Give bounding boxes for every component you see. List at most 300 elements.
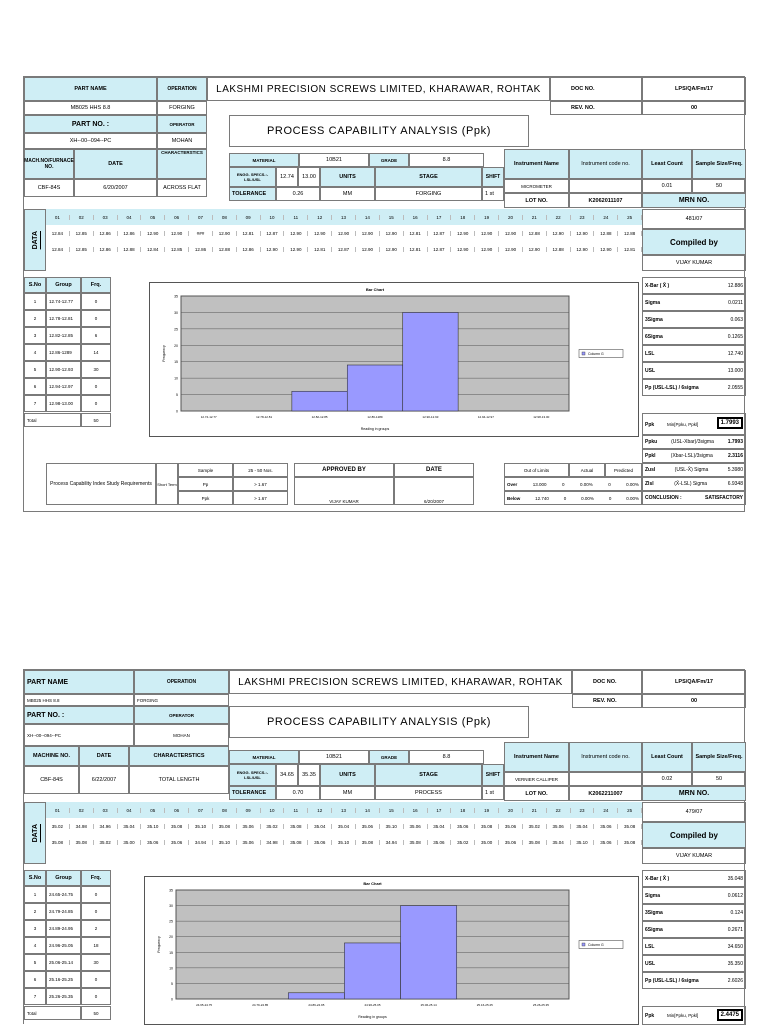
group-sno-cell: 2	[24, 310, 46, 327]
ppk-req-label: Ppk	[178, 491, 233, 505]
x-axis-label: Reading in groups	[358, 1015, 387, 1019]
part-name-header: PART NAME	[24, 670, 134, 694]
stat-row	[642, 955, 746, 972]
legend-label: Column G	[588, 943, 604, 947]
least-count-header: Least Count	[642, 742, 692, 772]
stat-row	[642, 921, 746, 938]
operation-header: OPERATION	[157, 77, 207, 101]
column-number: 04	[118, 808, 142, 813]
group-sno-cell: 7	[24, 988, 46, 1005]
column-number: 21	[523, 215, 547, 220]
column-number: 23	[571, 215, 595, 220]
reading-cell: 35.02	[94, 840, 118, 845]
reading-cell: 34.98	[261, 840, 285, 845]
reading-cell: 35.02	[523, 824, 547, 829]
date-value: 6/20/2007	[74, 179, 157, 197]
material-value: 10B21	[299, 750, 369, 764]
x-tick-label: 12.74-12.77	[200, 415, 217, 419]
stat-value: 0.1265	[727, 333, 743, 340]
column-number: 08	[213, 215, 237, 220]
reading-cell: 35.04	[571, 824, 595, 829]
group-header: Group	[46, 277, 81, 293]
approved-by-value: VIJAY KUMAR	[294, 477, 394, 505]
instrument-code-header: Instrument code no.	[569, 742, 642, 772]
reading-cell: 35.08	[213, 824, 237, 829]
reading-row-2	[46, 241, 642, 257]
group-group-cell: 12.78-12.81	[46, 310, 81, 327]
reading-cell: 35.06	[404, 824, 428, 829]
below-pred: 0	[608, 495, 612, 501]
reading-cell: 35.06	[308, 840, 332, 845]
pp-req-value: > 1.67	[233, 477, 288, 491]
reading-cell: 12.90	[594, 247, 618, 252]
reading-cell: 35.06	[451, 824, 475, 829]
group-group-cell: 12.98-13.00	[46, 395, 81, 412]
sample-size-header: Sample Size/Freq.	[692, 742, 746, 772]
stage-value: PROCESS	[375, 786, 482, 800]
group-sno-cell: 6	[24, 378, 46, 395]
y-axis-label: Frequency	[157, 936, 161, 953]
column-number: 20	[499, 215, 523, 220]
group-sno-cell: 5	[24, 361, 46, 378]
shift-header: SHIFT	[482, 764, 504, 786]
column-number: 18	[451, 215, 475, 220]
stat-label: LSL	[645, 943, 655, 950]
x-axis-label: Reading in groups	[360, 427, 390, 431]
reading-cell: 35.10	[189, 824, 213, 829]
compiled-by-header: Compiled by	[642, 822, 746, 848]
total-label: Total	[24, 413, 81, 427]
column-number: 15	[380, 215, 404, 220]
doc-no-label: DOC NO.	[572, 670, 642, 694]
column-number: 10	[261, 215, 285, 220]
reading-cell: 35.08	[46, 840, 70, 845]
reading-cell: 12.87	[428, 247, 452, 252]
ppku-label: Ppku	[645, 439, 658, 445]
column-number: 23	[571, 808, 595, 813]
characteristics-header: CHARACTERSTICS	[157, 149, 207, 179]
reading-cell: 35.00	[475, 840, 499, 845]
total-value: 50	[81, 1006, 111, 1020]
x-tick-label: 12.86-1289	[367, 415, 383, 419]
reading-cell: 35.06	[356, 824, 380, 829]
x-tick-label: 25.06-25.14	[420, 1003, 437, 1007]
column-number: 25	[618, 215, 642, 220]
date-header: DATE	[79, 746, 129, 766]
ppku-value: 1.7993	[727, 439, 743, 445]
group-group-cell: 24.89-24.95	[46, 920, 81, 937]
stat-value: 2.0555	[727, 384, 743, 391]
instrument-name-value: MICROMETER	[504, 179, 569, 193]
y-tick-label: 5	[171, 981, 173, 986]
reading-cell: 12.90	[165, 231, 189, 236]
reading-row-1	[46, 225, 642, 241]
stage-header: STAGE	[375, 764, 482, 786]
machine-no-value: CBF-84S	[24, 179, 74, 197]
reading-cell: 12.90	[571, 247, 595, 252]
out-of-limits-header: Out of Limits	[504, 463, 569, 477]
group-frq-cell: 0	[81, 310, 111, 327]
reading-cell: 35.02	[46, 824, 70, 829]
sample-label: Sample	[178, 463, 233, 477]
ppk-formula: Min[Ppku, Ppkl]	[667, 1013, 699, 1018]
stat-row	[642, 870, 746, 887]
stage-header: STAGE	[375, 167, 482, 187]
chart-title: Bar Chart	[365, 287, 385, 292]
material-header: MATERIAL	[229, 750, 299, 764]
column-number: 14	[356, 808, 380, 813]
stat-value: 2.6026	[727, 977, 743, 984]
group-frq-cell: 18	[81, 937, 111, 954]
sample-size-value: 50	[692, 772, 746, 786]
operator-value: MOHAN	[157, 133, 207, 149]
requirements-label: Process Capability Index Study Requirements	[46, 463, 156, 505]
doc-no-label: DOC NO.	[550, 77, 642, 101]
column-number: 17	[428, 215, 452, 220]
y-tick-label: 35	[174, 294, 178, 299]
reading-cell: 35.10	[213, 840, 237, 845]
stat-label: X-Bar ( X̄ )	[645, 282, 670, 289]
tolerance-value: 0.26	[276, 187, 320, 201]
stat-row	[642, 887, 746, 904]
shift-value: 1 st	[482, 786, 504, 800]
group-group-cell: 25.26-25.35	[46, 988, 81, 1005]
column-number: 08	[213, 808, 237, 813]
group-header: Group	[46, 870, 81, 886]
group-sno-cell: 4	[24, 344, 46, 361]
group-sno-cell: 5	[24, 954, 46, 971]
y-tick-label: 20	[169, 935, 173, 940]
column-number: 07	[189, 215, 213, 220]
reading-cell: 12.86	[189, 247, 213, 252]
group-frq-cell: 0	[81, 395, 111, 412]
date-header: DATE	[74, 149, 157, 179]
data-label-text: DATA	[31, 230, 39, 250]
column-number: 09	[237, 808, 261, 813]
units-header: UNITS	[320, 764, 375, 786]
over-label: Over	[507, 481, 518, 487]
ppku-row	[642, 435, 746, 449]
tolerance-value: 0.70	[276, 786, 320, 800]
group-group-cell: 12.74-12.77	[46, 293, 81, 310]
column-number: 20	[499, 808, 523, 813]
reading-cell: 12.86	[118, 231, 142, 236]
instrument-code-value	[569, 179, 642, 193]
reading-cell: 12.88	[547, 247, 571, 252]
reading-cell: 35.06	[594, 824, 618, 829]
below-limit: 12.740	[535, 495, 549, 501]
compiled-by-value: VIJAY KUMAR	[642, 255, 746, 271]
column-number: 02	[70, 215, 94, 220]
units-value: MM	[320, 187, 375, 201]
grade-header: GRADE	[369, 153, 409, 167]
legend-swatch	[582, 352, 585, 355]
reading-cell: 34.98	[70, 824, 94, 829]
group-sno-cell: 1	[24, 886, 46, 903]
reading-cell: 35.06	[165, 840, 189, 845]
y-tick-label: 20	[174, 343, 178, 348]
column-number: 25	[618, 808, 642, 813]
over-row	[504, 477, 642, 491]
reading-cell: 35.06	[141, 840, 165, 845]
part-name-header: PART NAME	[24, 77, 157, 101]
column-number: 24	[594, 215, 618, 220]
column-number: 14	[356, 215, 380, 220]
x-tick-label: 25.26-25.35	[532, 1003, 549, 1007]
legend-swatch	[582, 943, 585, 946]
reading-cell: 35.06	[499, 840, 523, 845]
reading-cell: 12.87	[261, 231, 285, 236]
stat-row	[642, 379, 746, 396]
ppk-req-value: > 1.67	[233, 491, 288, 505]
group-frq-cell: 0	[81, 903, 111, 920]
reading-cell: 12.90	[547, 231, 571, 236]
material-value: 10B21	[299, 153, 369, 167]
specs-header: ENGG. SPECS.:- LSL/USL	[229, 167, 276, 187]
column-number: 01	[46, 808, 70, 813]
group-group-cell: 25.16-25.25	[46, 971, 81, 988]
least-count-value: 0.02	[642, 772, 692, 786]
reading-cell: 34.94	[189, 840, 213, 845]
predicted-header: Predicted	[605, 463, 642, 477]
stat-value: 0.2671	[727, 926, 743, 933]
reading-cell: 35.08	[475, 824, 499, 829]
zlsl-row	[642, 477, 746, 491]
reading-cell: 12.90	[523, 247, 547, 252]
column-number: 15	[380, 808, 404, 813]
group-group-cell: 25.06-25.14	[46, 954, 81, 971]
group-sno-cell: 4	[24, 937, 46, 954]
sno-header: S.No	[24, 870, 46, 886]
reading-cell: 12.90	[499, 231, 523, 236]
y-tick-label: 25	[174, 327, 178, 332]
part-no-value: XH--00--094--PC	[24, 724, 134, 746]
instrument-code-header: Instrument code no.	[569, 149, 642, 179]
zlsl-label: Zlsl	[645, 481, 654, 487]
reading-cell: 35.10	[380, 824, 404, 829]
x-tick-label: 24.65-24.75	[196, 1003, 213, 1007]
bar	[344, 943, 400, 999]
zusl-label: Zusl	[645, 467, 656, 473]
grade-value: 8.8	[409, 153, 484, 167]
stat-label: 3Sigma	[645, 316, 663, 323]
x-tick-label: 24.89-24.95	[308, 1003, 325, 1007]
ppkl-row	[642, 449, 746, 463]
reading-cell: 12.88	[618, 231, 642, 236]
reading-cell: 12.90	[308, 231, 332, 236]
x-tick-label: 12.94-12.97	[477, 415, 494, 419]
group-group-cell: 12.94-12.97	[46, 378, 81, 395]
reading-cell: 12.85	[70, 247, 94, 252]
total-value: 50	[81, 413, 111, 427]
reading-cell: 12.87	[332, 247, 356, 252]
y-tick-label: 5	[176, 393, 178, 398]
stat-value: 0.0612	[727, 892, 743, 899]
reading-cell: 12.81	[308, 247, 332, 252]
column-number: 12	[308, 215, 332, 220]
reading-cell: 12.90	[380, 247, 404, 252]
conclusion-row	[642, 491, 746, 505]
column-number: 19	[475, 215, 499, 220]
reading-cell: 35.08	[165, 824, 189, 829]
y-tick-label: 25	[169, 919, 173, 924]
compiled-by-value: VIJAY KUMAR	[642, 848, 746, 864]
stat-value: 35.350	[727, 960, 743, 967]
stat-label: Pp (USL-LSL) / 6sigma	[645, 977, 699, 984]
reading-cell: 12.90	[451, 231, 475, 236]
lsl-value: 12.74	[276, 167, 298, 187]
mrn-no-value: 479/07	[642, 802, 746, 822]
chart-title: Bar Chart	[363, 881, 382, 886]
approved-by-header: APPROVED BY	[294, 463, 394, 477]
stat-row	[642, 362, 746, 379]
reading-cell: 12.85	[165, 247, 189, 252]
x-tick-label: 12.98-13.00	[533, 415, 550, 419]
column-number: 18	[451, 808, 475, 813]
below-actual-pct: 0.00%	[581, 495, 594, 501]
operator-header: OPERATOR	[157, 115, 207, 133]
ppku-formula: (USL-Xbar)/3sigma	[671, 439, 714, 445]
reading-cell: 12.90	[475, 231, 499, 236]
reading-row-1	[46, 818, 642, 834]
lot-no-label: LOT NO.	[504, 193, 569, 208]
analysis-title: PROCESS CAPABILITY ANALYSIS (Ppk)	[229, 115, 529, 147]
machine-no-header: MACHINE NO.	[24, 746, 79, 766]
reading-cell: 35.08	[356, 840, 380, 845]
y-tick-label: 10	[174, 376, 178, 381]
instrument-name-header: Instrument Name	[504, 742, 569, 772]
column-number: 06	[165, 215, 189, 220]
group-frq-cell: 2	[81, 920, 111, 937]
ppk-value: 2.4475	[717, 1009, 743, 1021]
zlsl-formula: (X̄-LSL) Sigma	[674, 481, 708, 487]
company-name: LAKSHMI PRECISION SCREWS LIMITED, KHARAWAR, ROHTAK	[229, 670, 572, 694]
reading-cell: 12.86	[94, 231, 118, 236]
column-number: 06	[165, 808, 189, 813]
reading-cell: 34.96	[94, 824, 118, 829]
reading-cell: 35.06	[594, 840, 618, 845]
grade-value: 8.8	[409, 750, 484, 764]
reading-cell: 12.85	[70, 231, 94, 236]
reading-cell: 35.08	[618, 840, 642, 845]
reading-cell: 35.06	[499, 824, 523, 829]
reading-cell: 35.06	[237, 824, 261, 829]
bar	[347, 365, 402, 411]
x-tick-label: 12.90-12.93	[422, 415, 439, 419]
shift-header: SHIFT	[482, 167, 504, 187]
x-tick-label: 12.82-12.85	[311, 415, 328, 419]
reading-cell: 12.84	[46, 247, 70, 252]
group-frq-cell: 30	[81, 954, 111, 971]
stat-value: 13.000	[727, 367, 743, 374]
reading-cell: 12.90	[475, 247, 499, 252]
pp-req-label: Pp	[178, 477, 233, 491]
sample-value: 25 - 50 Nos.	[233, 463, 288, 477]
ppk-row	[642, 413, 746, 435]
over-limit: 13.000	[532, 481, 547, 487]
reading-cell: 12.88	[523, 231, 547, 236]
column-number: 03	[94, 215, 118, 220]
stat-label: USL	[645, 960, 655, 967]
x-tick-label: 24.96-25.05	[364, 1003, 381, 1007]
column-number: 05	[141, 808, 165, 813]
reading-cell: 35.06	[428, 840, 452, 845]
reading-cell: 12.86	[237, 247, 261, 252]
mrn-no-value: 481/07	[642, 209, 746, 229]
stat-row	[642, 904, 746, 921]
operator-header: OPERATOR	[134, 706, 229, 724]
instrument-name-value: VERNIER CALLIPER	[504, 772, 569, 786]
column-number: 09	[237, 215, 261, 220]
group-sno-cell: 7	[24, 395, 46, 412]
reading-cell: 12.88	[118, 247, 142, 252]
reading-cell: 12.90	[213, 231, 237, 236]
group-frq-cell: 14	[81, 344, 111, 361]
operation-value: FORGING	[134, 694, 229, 706]
group-frq-cell: 6	[81, 327, 111, 344]
stat-value: 0.124	[730, 909, 743, 916]
group-frq-cell: 0	[81, 988, 111, 1005]
least-count-value: 0.01	[642, 179, 692, 193]
group-sno-cell: 1	[24, 293, 46, 310]
column-number: 16	[404, 215, 428, 220]
below-pred-pct: 0.00%	[626, 495, 639, 501]
y-tick-label: 15	[174, 360, 178, 365]
stat-label: Pp (USL-LSL) / 6sigma	[645, 384, 699, 391]
stat-label: 6Sigma	[645, 333, 663, 340]
characteristic-value: ACROSS FLAT	[157, 179, 207, 197]
operation-header: OPERATION	[134, 670, 229, 694]
y-tick-label: 30	[169, 904, 173, 909]
group-group-cell: 12.82-12.85	[46, 327, 81, 344]
y-tick-label: 0	[176, 409, 178, 414]
ppk-label: Ppk	[645, 422, 655, 428]
reading-cell: 12.90	[499, 247, 523, 252]
instrument-name-header: Instrument Name	[504, 149, 569, 179]
column-number: 11	[284, 808, 308, 813]
sno-header: S.No	[24, 277, 46, 293]
doc-no-value: LPS/QA/Fm/17	[642, 670, 746, 694]
reading-cell: 12.90	[261, 247, 285, 252]
below-row	[504, 491, 642, 505]
reading-cell: 35.04	[118, 824, 142, 829]
column-number: 16	[404, 808, 428, 813]
column-number: 03	[94, 808, 118, 813]
data-label-text: DATA	[31, 823, 39, 843]
column-number-row	[46, 802, 642, 818]
rev-no-label: REV. NO.	[550, 101, 642, 115]
bar-chart-2	[144, 876, 639, 1025]
reading-cell: 12.81	[237, 231, 261, 236]
group-group-cell: 24.65-24.75	[46, 886, 81, 903]
stat-value: 12.740	[727, 350, 743, 357]
reading-cell: 35.04	[428, 824, 452, 829]
ppk-formula: Min[Ppku, Ppkl]	[667, 422, 699, 427]
column-number: 07	[189, 808, 213, 813]
x-tick-label: 24.79-24.85	[252, 1003, 269, 1007]
reading-cell: 35.04	[332, 824, 356, 829]
grade-header: GRADE	[369, 750, 409, 764]
reading-cell: 12.84	[46, 231, 70, 236]
zlsl-value: 6.9348	[727, 481, 743, 487]
date-value: 6/22/2007	[79, 766, 129, 794]
sample-size-value: 50	[692, 179, 746, 193]
reading-cell: 12.90	[284, 231, 308, 236]
stat-row	[642, 328, 746, 345]
x-tick-label: 25.16-25.25	[476, 1003, 493, 1007]
reading-cell: 12.81	[404, 231, 428, 236]
column-number: 11	[284, 215, 308, 220]
